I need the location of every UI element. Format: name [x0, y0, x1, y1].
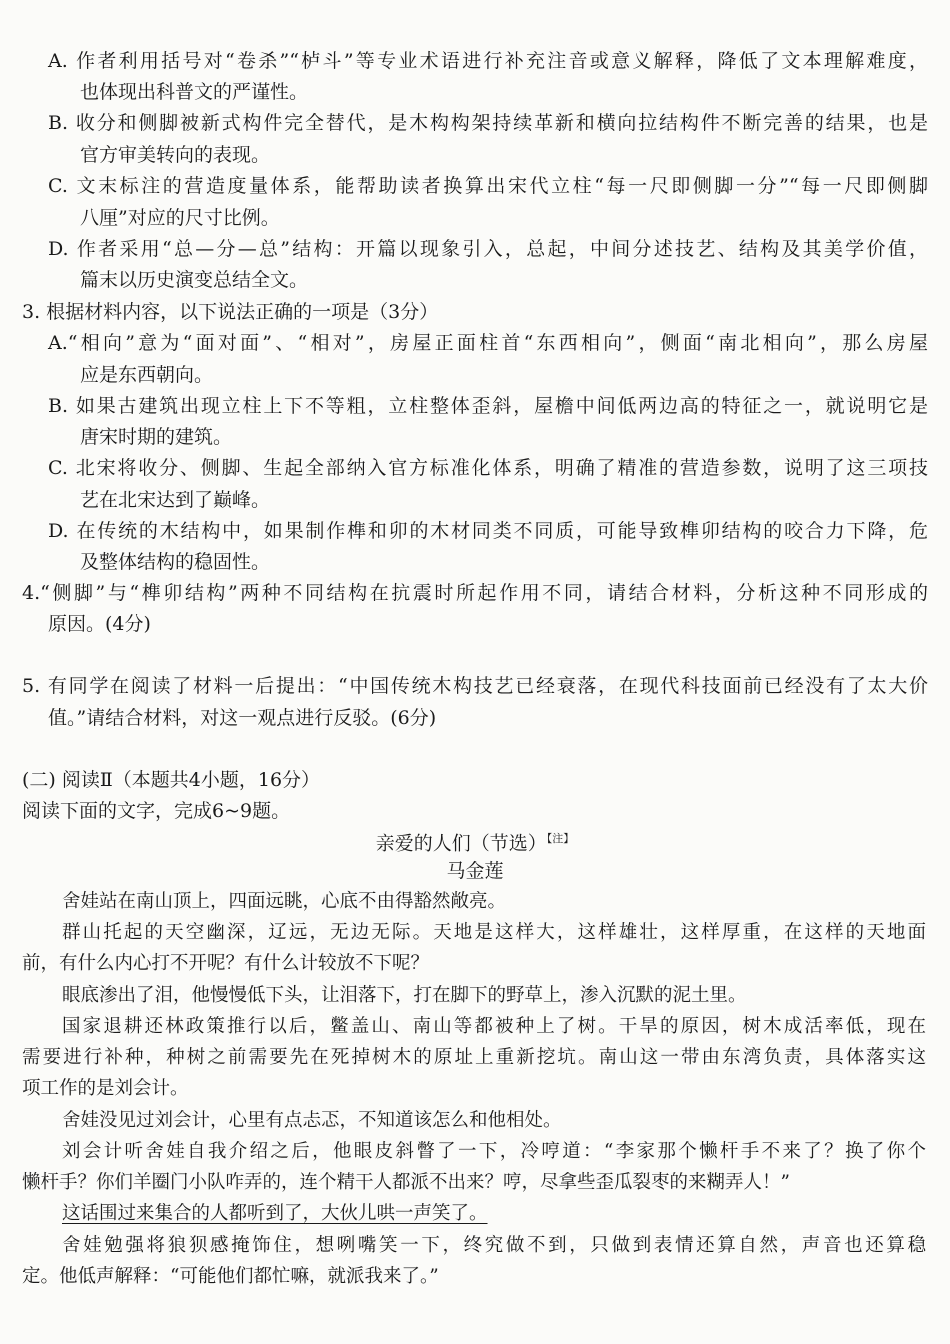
- q2-option-d: D. 作者采用“总—分—总”结构：开篇以现象引入，总起，中间分述技艺、结构及其美学价值，: [48, 238, 928, 260]
- story-paragraph: 舍娃勉强将狼狈感掩饰住，想咧嘴笑一下，终究做不到，只做到表情还算自然，声音也还算稳: [62, 1235, 926, 1256]
- story-paragraph-cont: 定。他低声解释：“可能他们都忙嘛，就派我来了。”: [22, 1266, 439, 1287]
- q2-option-c-cont: 八厘”对应的尺寸比例。: [80, 207, 280, 229]
- q3-option-c-cont: 艺在北宋达到了巅峰。: [80, 489, 271, 511]
- section-heading: (二) 阅读Ⅱ（本题共4小题，16分）: [22, 769, 321, 791]
- story-paragraph: 舍娃没见过刘会计，心里有点忐忑，不知道该怎么和他相处。: [62, 1110, 562, 1131]
- story-paragraph-cont: 前，有什么内心打不开呢？有什么计较放不下呢？: [22, 953, 430, 974]
- q2-option-b: B. 收分和侧脚被新式构件完全替代，是木构构架持续革新和横向拉结构件不断完善的结果，也是: [48, 112, 928, 134]
- q2-option-c: C. 文末标注的营造度量体系，能帮助读者换算出宋代立柱“每一尺即侧脚一分”“每一尺即侧脚: [48, 175, 928, 197]
- story-paragraph: 刘会计听舍娃自我介绍之后，他眼皮斜瞥了一下，冷哼道：“李家那个懒杆手不来了？换了你个: [62, 1141, 926, 1162]
- story-underlined-line-wrap: [62, 1199, 950, 1229]
- story-paragraph: 国家退耕还林政策推行以后，鳖盖山、南山等都被种上了树。干旱的原因，树木成活率低，现在: [62, 1016, 926, 1037]
- q2-option-b-cont: 官方审美转向的表现。: [80, 144, 271, 166]
- story-title: 亲爱的人们（节选）: [375, 832, 547, 855]
- q3-option-a: A.“相向”意为“面对面”、“相对”，房屋正面柱首“东西相向”，侧面“南北相向”，那么房屋: [48, 332, 928, 354]
- story-paragraph-cont: 懒杆手？你们羊圈门小队咋弄的，连个精干人都派不出来？哼，尽拿些歪瓜裂枣的来糊弄人！”: [22, 1172, 790, 1193]
- q4-stem-cont: 原因。(4分): [48, 613, 151, 635]
- q3-option-a-cont: 应是东西朝向。: [80, 364, 214, 386]
- q2-option-a-cont: 也体现出科普文的严谨性。: [80, 81, 309, 103]
- q2-option-d-cont: 篇末以历史演变总结全文。: [80, 269, 309, 291]
- q3-option-b-cont: 唐宋时期的建筑。: [80, 426, 233, 448]
- story-paragraph: 群山托起的天空幽深，辽远，无边无际。天地是这样大，这样雄壮，这样厚重，在这样的天地面: [62, 922, 926, 943]
- section-instruction: 阅读下面的文字，完成6~9题。: [22, 800, 291, 822]
- story-author: 马金莲: [446, 860, 504, 882]
- story-title-line: [0, 824, 950, 858]
- q3-option-d-cont: 及整体结构的稳固性。: [80, 551, 271, 573]
- story-paragraph: 舍娃站在南山顶上，四面远眺，心底不由得豁然敞亮。: [62, 891, 507, 912]
- q2-option-a: A. 作者利用括号对“卷杀”“栌斗”等专业术语进行补充注音或意义解释，降低了文本理解难度，: [48, 50, 928, 72]
- q3-option-b: B. 如果古建筑出现立柱上下不等粗，立柱整体歪斜，屋檐中间低两边高的特征之一，就说明它是: [48, 395, 928, 417]
- q4-stem: 4.“侧脚”与“榫卯结构”两种不同结构在抗震时所起作用不同，请结合材料，分析这种不同形成的: [22, 582, 928, 604]
- story-title-note: 【注】: [546, 832, 575, 845]
- story-paragraph-cont: 需要进行补种，种树之前需要先在死掉树木的原址上重新挖坑。南山这一带由东湾负责，具体落实这: [22, 1047, 926, 1068]
- story-paragraph-cont: 项工作的是刘会计。: [22, 1078, 189, 1099]
- story-paragraph: 眼底渗出了泪，他慢慢低下头，让泪落下，打在脚下的野草上，渗入沉默的泥土里。: [62, 985, 747, 1006]
- story-underlined-sentence: 这话围过来集合的人都听到了，大伙儿哄一声笑了。: [62, 1203, 488, 1224]
- q3-stem: 3. 根据材料内容，以下说法正确的一项是（3分）: [22, 301, 439, 323]
- q5-stem-cont: 值。”请结合材料，对这一观点进行反驳。(6分): [48, 707, 437, 729]
- q5-stem: 5. 有同学在阅读了材料一后提出：“中国传统木构技艺已经衰落，在现代科技面前已经没有了太大价: [22, 675, 928, 697]
- q3-option-d: D. 在传统的木结构中，如果制作榫和卯的木材同类不同质，可能导致榫卯结构的咬合力下降，危: [48, 520, 928, 542]
- q3-option-c: C. 北宋将收分、侧脚、生起全部纳入官方标准化体系，明确了精准的营造参数，说明了这三项技: [48, 457, 928, 479]
